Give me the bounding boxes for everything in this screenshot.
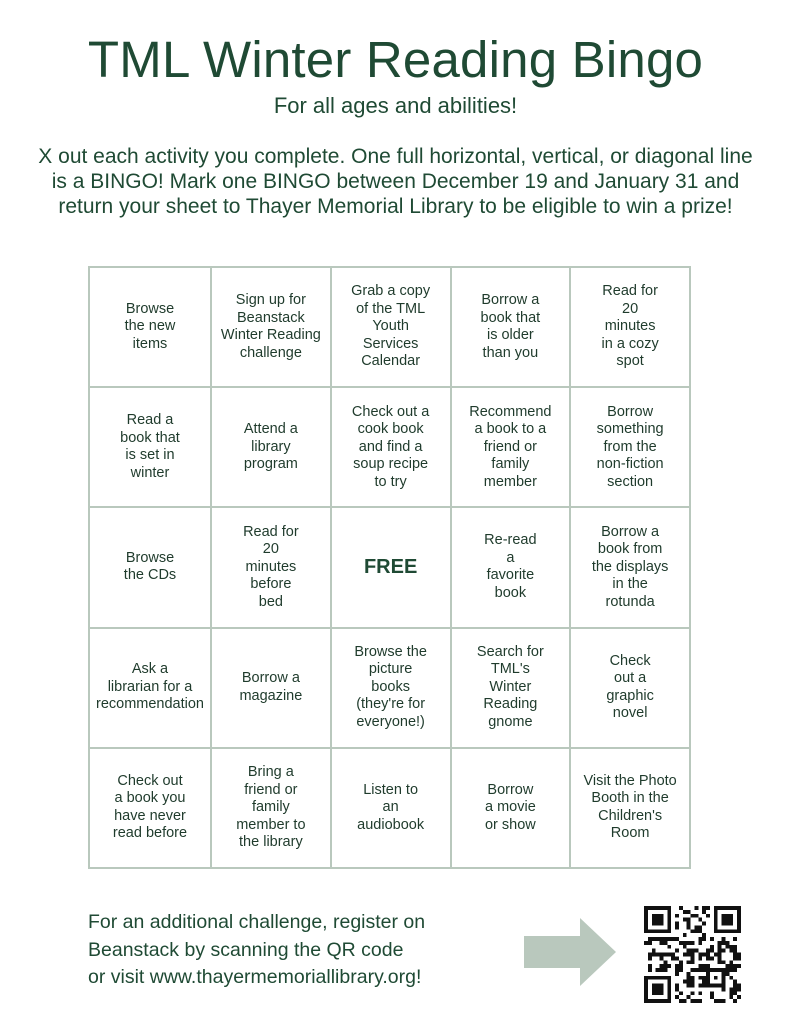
bingo-cell-label: Sign up for Beanstack Winter Reading challenge — [220, 292, 321, 361]
bingo-cell-13[interactable] — [451, 507, 571, 627]
bingo-cell-19[interactable] — [570, 628, 690, 748]
bingo-cell-24[interactable] — [570, 748, 690, 868]
bingo-cell-20[interactable] — [89, 748, 211, 868]
bingo-cell-label: Search for TML's Winter Reading gnome — [476, 643, 544, 730]
bingo-cell-11[interactable] — [211, 507, 331, 627]
bingo-cell-label: Read for 20 minutes before bed — [243, 523, 299, 610]
bingo-cell-label: Listen to an audiobook — [357, 781, 425, 833]
bingo-cell-4[interactable] — [570, 267, 690, 387]
bingo-cell-label: Check out a graphic novel — [606, 652, 654, 722]
page-subtitle: For all ages and abilities! — [273, 93, 518, 118]
bingo-cell-16[interactable] — [211, 628, 331, 748]
right-arrow-icon — [524, 918, 616, 986]
bingo-cell-label: Recommend a book to a friend or family member — [469, 403, 552, 490]
bingo-cell-label: Borrow a book that is older than you — [480, 292, 541, 361]
bingo-cell-23[interactable] — [451, 748, 571, 868]
bingo-cell-3[interactable] — [451, 267, 571, 387]
bingo-cell-label: Browse the CDs — [123, 549, 177, 584]
bingo-cell-9[interactable] — [570, 387, 690, 507]
footer-text: For an additional challenge, register on Beanstack by scanning the QR code or visit www.thayermemoriallibrary.org! — [88, 911, 426, 988]
bingo-cell-label: Check out a cook book and find a soup recipe to try — [351, 403, 430, 490]
bingo-cell-10[interactable] — [89, 507, 211, 627]
bingo-cell-21[interactable] — [211, 748, 331, 868]
bingo-cell-6[interactable] — [211, 387, 331, 507]
bingo-cell-label: Grab a copy of the TML Youth Services Calendar — [351, 283, 431, 370]
bingo-cell-5[interactable] — [89, 387, 211, 507]
bingo-cell-15[interactable] — [89, 628, 211, 748]
bingo-cell-label: Visit the Photo Booth in the Children's Room — [583, 772, 677, 842]
bingo-cell-22[interactable] — [331, 748, 451, 868]
bingo-cell-free[interactable] — [331, 507, 451, 627]
bingo-cell-label: Bring a friend or family member to the library — [236, 764, 306, 851]
bingo-cell-label: Browse the new items — [124, 300, 176, 352]
bingo-cell-1[interactable] — [211, 267, 331, 387]
bingo-cell-label: FREE — [363, 555, 418, 578]
bingo-cell-label: Attend a library program — [243, 421, 298, 473]
bingo-grid — [88, 266, 691, 869]
bingo-cell-18[interactable] — [451, 628, 571, 748]
bingo-cell-7[interactable] — [331, 387, 451, 507]
bingo-cell-label: Borrow a magazine — [239, 670, 303, 704]
page-title: TML Winter Reading Bingo — [87, 31, 704, 88]
qr-code-icon[interactable] — [644, 906, 741, 1003]
bingo-cell-14[interactable] — [570, 507, 690, 627]
bingo-cell-8[interactable] — [451, 387, 571, 507]
instructions: X out each activity you complete. One full horizontal, vertical, or diagonal line is a BINGO! Mark one BINGO between December 19 and January 31 and return your sheet to Thayer Memorial Library to be eligible to win a prize! — [38, 145, 753, 218]
bingo-cell-label: Re-read a favorite book — [484, 532, 537, 601]
bingo-cell-2[interactable] — [331, 267, 451, 387]
bingo-cell-label: Borrow something from the non-fiction section — [596, 403, 664, 490]
bingo-cell-label: Borrow a movie or show — [484, 781, 536, 833]
bingo-cell-0[interactable] — [89, 267, 211, 387]
bingo-cell-label: Ask a librarian for a recommendation — [96, 661, 204, 713]
bingo-cell-17[interactable] — [331, 628, 451, 748]
bingo-cell-label: Read a book that is set in winter — [120, 412, 180, 481]
bingo-cell-label: Browse the picture books (they're for everyone!) — [354, 643, 427, 730]
bingo-cell-label: Read for 20 minutes in a cozy spot — [601, 283, 659, 370]
bingo-cell-label: Borrow a book from the displays in the rotunda — [591, 523, 669, 610]
bingo-cell-label: Check out a book you have never read before — [112, 772, 188, 842]
